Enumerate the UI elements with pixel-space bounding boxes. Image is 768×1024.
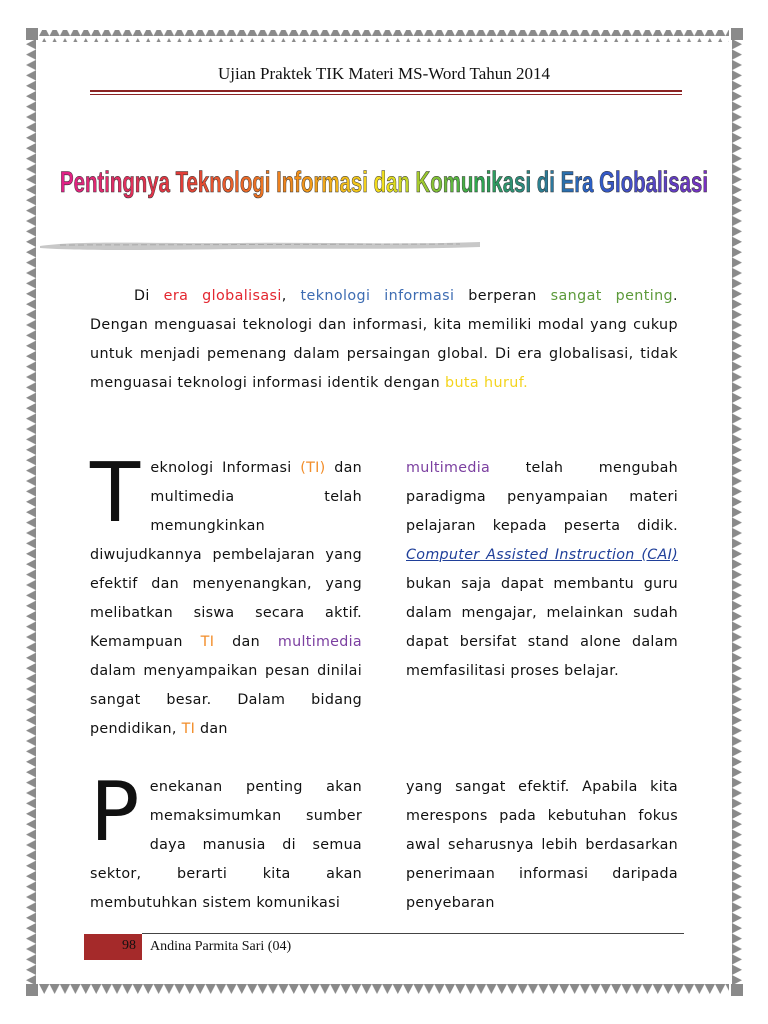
wordart-title	[0, 140, 768, 220]
dropcap-p: P	[90, 765, 140, 860]
section1-left-column: Teknologi Informasi (TI) dan multimedia telah memungkinkan diwujudkannya pembelajaran yang efektif dan menyenangkan, yang melibatkan siswa secara aktif. Kemampuan TI dan multimedia dalam menyampaikan pesan dinilai sangat besar. Dalam bidang pendidikan, TI dan	[90, 446, 362, 737]
page-number: 98	[122, 938, 136, 953]
dropcap-t: T	[90, 446, 141, 541]
header-rule	[90, 90, 682, 92]
section2-left-column: Penekanan penting akan memaksimumkan sumber daya manusia di semua sektor, berarti kita akan membutuhkan sistem komunikasi	[90, 765, 362, 911]
intro-paragraph: Di era globalisasi, teknologi informasi berperan sangat penting. Dengan menguasai teknologi dan informasi, kita memiliki modal yang cukup untuk menjadi pemenang dalam persaingan global. Di era globalisasi, tidak menguasai teknologi informasi identik dengan buta huruf.	[90, 288, 678, 391]
footer-author: Andina Parmita Sari (04)	[150, 939, 292, 954]
footer-rule	[142, 933, 684, 934]
section1-right-column: multimedia telah mengubah paradigma penyampaian materi pelajaran kepada peserta didik. Computer Assisted Instruction (CAI) bukan saja dapat membantu guru dalam mengajar, melainkan sudah dapat bersifat stand alone dalam memfasilitasi proses belajar.	[406, 460, 678, 679]
link-cai[interactable]: Computer Assisted Instruction (CAI)	[406, 547, 678, 563]
highlight-buta-huruf: buta huruf	[444, 375, 524, 391]
highlight-sangat-penting: sangat penting	[550, 288, 674, 304]
svg-text:Pentingnya Teknologi Informasi: Pentingnya Teknologi Informasi dan Komunikasi di Era Globalisasi	[60, 166, 708, 199]
highlight-era-globalisasi: era globalisasi	[163, 288, 282, 304]
header-title: Ujian Praktek TIK Materi MS-Word Tahun 2014	[217, 64, 551, 83]
brush-stroke-decoration	[40, 236, 480, 254]
section2-right-column: yang sangat efektif. Apabila kita merespons pada kebutuhan fokus awal seharusnya lebih berdasarkan penerimaan informasi daripada penyebaran	[406, 779, 678, 911]
highlight-teknologi-informasi: teknologi informasi	[300, 288, 455, 304]
header-rule-thin	[90, 94, 682, 95]
